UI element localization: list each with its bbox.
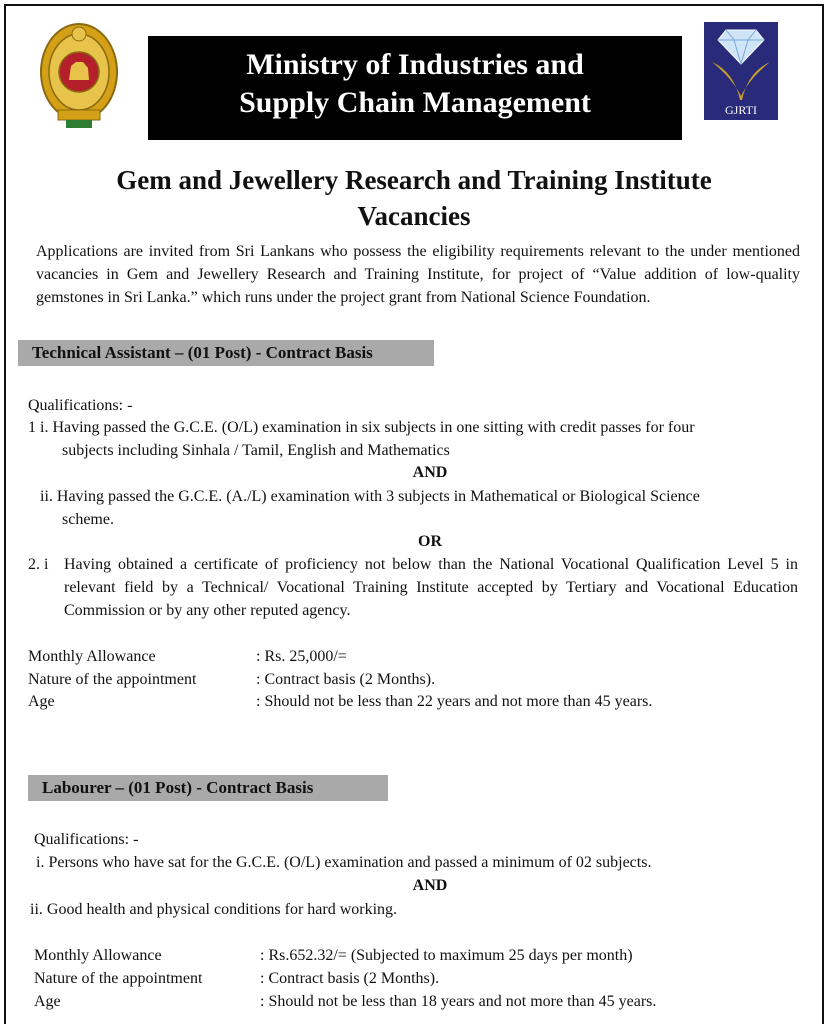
lab-and-label: AND [412, 877, 448, 894]
ta-or-label: OR [418, 533, 442, 550]
lab-nature-value: : Contract basis (2 Months). [260, 970, 440, 987]
gjrti-logo-icon [704, 22, 778, 120]
labourer-heading: Labourer – (01 Post) - Contract Basis [28, 775, 388, 801]
ta-nature-label: Nature of the appointment [28, 671, 197, 688]
ministry-line-1: Ministry of Industries and [246, 48, 584, 81]
ta-allowance-value: : Rs. 25,000/= [256, 648, 347, 665]
ta-allowance-label: Monthly Allowance [28, 648, 156, 665]
intro-paragraph: Applications are invited from Sri Lankans who possess the eligibility requirements relevant to the under mentioned vacancies in Gem and Jewellery Research and Training Institute, for project of “Value addition of low-quality gemstones in Sri Lanka.” which runs under the project grant from National Science Foundation. [36, 243, 800, 306]
ta-qualification-3-prefix: 2. i [28, 556, 49, 573]
ta-age-value: : Should not be less than 22 years and not more than 45 years. [256, 693, 653, 710]
institute-title: Gem and Jewellery Research and Training Institute [116, 165, 712, 195]
lab-nature-label: Nature of the appointment [34, 970, 203, 987]
lab-qualifications-label: Qualifications: - [34, 831, 139, 848]
vacancies-title: Vacancies [357, 201, 471, 231]
lab-qualification-1: i. Persons who have sat for the G.C.E. (O/L) examination and passed a minimum of 02 subjects. [36, 854, 652, 871]
ta-qualification-3-text [64, 553, 798, 622]
ta-qualification-1-line-1: 1 i. Having passed the G.C.E. (O/L) examination in six subjects in one sitting with credit passes for four [28, 419, 695, 436]
ta-qualification-3-body: Having obtained a certificate of proficiency not below than the National Vocational Qualification Level 5 in relevant field by a Technical/ Vocational Training Institute accepted by Tertiary and Vocational Education Commission or by any other reputed agency. [64, 556, 798, 619]
ta-qualification-2-line-1: ii. Having passed the G.C.E. (A./L) examination with 3 subjects in Mathematical or Biological Science [40, 488, 700, 505]
ta-qualification-1-line-2: subjects including Sinhala / Tamil, English and Mathematics [62, 442, 450, 459]
ministry-banner [148, 36, 682, 140]
ta-qualifications-label: Qualifications: - [28, 397, 133, 414]
ta-and-label: AND [412, 464, 448, 481]
technical-assistant-heading: Technical Assistant – (01 Post) - Contract Basis [18, 340, 434, 366]
lab-age-label: Age [34, 993, 61, 1010]
sri-lanka-emblem-icon [36, 14, 122, 132]
ta-qualification-2-line-2: scheme. [62, 511, 114, 528]
ta-age-label: Age [28, 693, 55, 710]
gjrti-logo-text: GJRTI [725, 103, 757, 117]
ministry-line-2: Supply Chain Management [239, 86, 591, 119]
ta-nature-value: : Contract basis (2 Months). [256, 671, 436, 688]
lab-allowance-value: : Rs.652.32/= (Subjected to maximum 25 days per month) [260, 947, 633, 964]
lab-age-value: : Should not be less than 18 years and not more than 45 years. [260, 993, 657, 1010]
lab-allowance-label: Monthly Allowance [34, 947, 162, 964]
lab-qualification-2: ii. Good health and physical conditions for hard working. [30, 901, 398, 918]
